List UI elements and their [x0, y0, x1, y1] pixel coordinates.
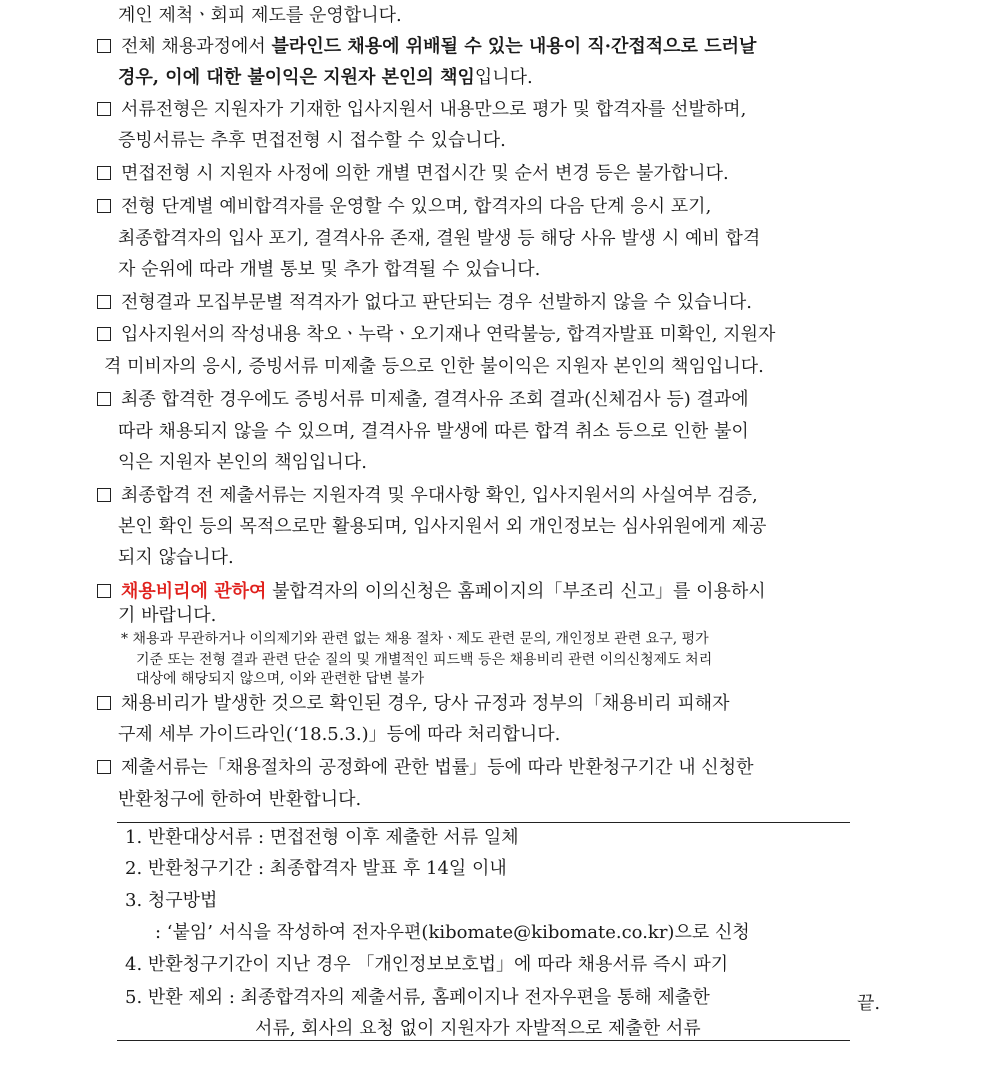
notice-text: 증빙서류는 추후 면접전형 시 접수할 수 있습니다.: [118, 130, 506, 151]
notice-item: [97, 692, 730, 716]
return-item: [125, 986, 710, 1010]
footnote-text: 기준 또는 전형 결과 관련 단순 질의 및 개별적인 피드백 등은 채용비리 관련 이의신청제도 처리: [136, 652, 713, 668]
checkbox-icon: [97, 39, 111, 53]
checkbox-icon: [97, 760, 111, 774]
notice-item: [97, 580, 766, 604]
checkbox-icon: [97, 327, 111, 341]
notice-item: [97, 388, 749, 412]
footnote-line: [136, 670, 424, 688]
notice-item: [97, 98, 746, 122]
notice-text: 전형 단계별 예비합격자를 운영할 수 있으며, 합격자의 다음 단계 응시 포기,: [121, 196, 712, 217]
notice-text: 되지 않습니다.: [118, 547, 234, 568]
notice-line: [118, 723, 560, 747]
notice-line: [118, 515, 766, 539]
notice-text: 면접전형 시 지원자 사정에 의한 개별 면접시간 및 순서 변경 등은 불가합니다.: [121, 163, 729, 184]
notice-red-emphasis: 채용비리에 관하여: [121, 581, 267, 602]
end-mark: 끝.: [857, 993, 881, 1014]
notice-emphasis: 경우, 이에 대한 불이익은 지원자 본인의 책임: [118, 67, 475, 88]
notice-item: [97, 323, 775, 347]
return-item-text: 3. 청구방법: [125, 890, 218, 911]
return-item: [125, 953, 728, 977]
return-box-bottom-rule: [117, 1040, 850, 1041]
footnote-line: [136, 651, 712, 669]
notice-text: 최종합격자의 입사 포기, 결격사유 존재, 결원 발생 등 해당 사유 발생 시 예비 합격: [118, 228, 761, 249]
return-item: [155, 921, 750, 945]
checkbox-icon: [97, 295, 111, 309]
notice-text: 전형결과 모집부문별 적격자가 없다고 판단되는 경우 선발하지 않을 수 있습니다.: [121, 292, 753, 313]
notice-item: [97, 291, 752, 315]
footnote-line: [121, 630, 709, 648]
checkbox-icon: [97, 392, 111, 406]
checkbox-icon: [97, 696, 111, 710]
return-item: [125, 826, 519, 850]
notice-line: [118, 788, 361, 812]
return-item-text: 2. 반환청구기간 : 최종합격자 발표 후 14일 이내: [125, 858, 507, 879]
notice-line: [118, 129, 506, 153]
notice-text: 입니다.: [474, 67, 533, 88]
return-item-text: 서류, 회사의 요청 없이 지원자가 자발적으로 제출한 서류: [255, 1018, 701, 1039]
notice-text: 채용비리가 발생한 것으로 확인된 경우, 당사 규정과 정부의「채용비리 피해자: [121, 693, 730, 714]
notice-text: 기 바랍니다.: [118, 605, 217, 626]
return-item-text: 5. 반환 제외 : 최종합격자의 제출서류, 홈페이지나 전자우편을 통해 제출한: [125, 987, 710, 1008]
return-item: [125, 857, 507, 881]
return-item-text: 4. 반환청구기간이 지난 경우 「개인정보보호법」에 따라 채용서류 즉시 파기: [125, 954, 729, 975]
footnote-text: 대상에 해당되지 않으며, 이와 관련한 답변 불가: [136, 671, 425, 687]
notice-text: 최종 합격한 경우에도 증빙서류 미제출, 결격사유 조회 결과(신체검사 등) 결과에: [121, 389, 749, 410]
notice-text: 제출서류는「채용절차의 공정화에 관한 법률」등에 따라 반환청구기간 내 신청한: [121, 757, 754, 778]
notice-item: [97, 35, 756, 59]
notice-text: 자 순위에 따라 개별 통보 및 추가 합격될 수 있습니다.: [118, 259, 541, 280]
notice-text: 반환청구에 한하여 반환합니다.: [118, 789, 362, 810]
notice-line: [118, 546, 234, 570]
notice-text: 익은 지원자 본인의 책임입니다.: [118, 452, 367, 473]
notice-text: 격 미비자의 응시, 증빙서류 미제출 등으로 인한 불이익은 지원자 본인의 책임입니다.: [104, 356, 764, 377]
notice-text: 본인 확인 등의 목적으로만 활용되며, 입사지원서 외 개인정보는 심사위원에게 제공: [118, 516, 767, 537]
notice-item: [97, 195, 711, 219]
notice-text: 서류전형은 지원자가 기재한 입사지원서 내용만으로 평가 및 합격자를 선발하며,: [121, 99, 747, 120]
notice-line: [104, 355, 764, 379]
return-item: [125, 889, 217, 913]
notice-line: [118, 4, 402, 28]
checkbox-icon: [97, 488, 111, 502]
notice-line: [118, 420, 749, 444]
notice-item: [97, 484, 758, 508]
notice-text: 계인 제척ㆍ회피 제도를 운영합니다.: [118, 5, 402, 26]
notice-text: 입사지원서의 작성내용 착오ㆍ누락ㆍ오기재나 연락불능, 합격자발표 미확인, 지원자: [121, 324, 776, 345]
notice-text: 따라 채용되지 않을 수 있으며, 결격사유 발생에 따른 합격 취소 등으로 인한 불이: [118, 421, 749, 442]
checkbox-icon: [97, 166, 111, 180]
notice-line: [118, 227, 760, 251]
footnote-text: * 채용과 무관하거나 이의제기와 관련 없는 채용 절차ㆍ제도 관련 문의, 개인정보 관련 요구, 평가: [121, 631, 709, 647]
return-box-top-rule: [117, 822, 850, 823]
notice-item: [97, 756, 753, 780]
notice-emphasis: 블라인드 채용에 위배될 수 있는 내용이 직·간접적으로 드러날: [271, 36, 757, 57]
checkbox-icon: [97, 584, 111, 598]
notice-line: [118, 258, 540, 282]
notice-text: 최종합격 전 제출서류는 지원자격 및 우대사항 확인, 입사지원서의 사실여부 검증,: [121, 485, 758, 506]
notice-line: [118, 66, 533, 90]
notice-item: [97, 162, 729, 186]
notice-line: [118, 451, 367, 475]
return-item-text: 1. 반환대상서류 : 면접전형 이후 제출한 서류 일체: [125, 827, 519, 848]
return-item: [255, 1017, 701, 1041]
checkbox-icon: [97, 102, 111, 116]
notice-text: 불합격자의 이의신청은 홈페이지의「부조리 신고」를 이용하시: [266, 581, 766, 602]
return-item-text: : ‘붙임’ 서식을 작성하여 전자우편(kibomate@kibomate.co.kr)으로 신청: [155, 922, 750, 943]
notice-line: [118, 604, 216, 628]
notice-text: 구제 세부 가이드라인(‘18.5.3.)」등에 따라 처리합니다.: [118, 724, 561, 745]
notice-text: 전체 채용과정에서: [121, 36, 272, 57]
checkbox-icon: [97, 199, 111, 213]
